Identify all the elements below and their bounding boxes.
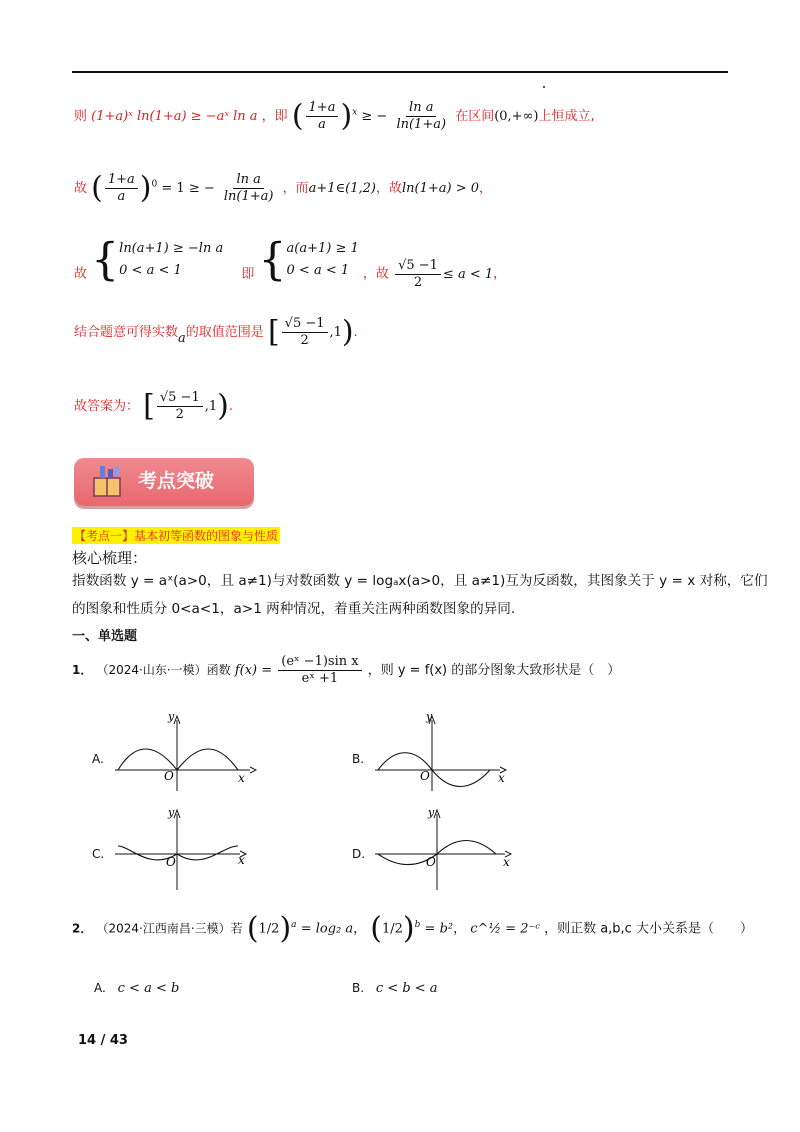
option-c-x-label: x	[238, 853, 245, 867]
solution-line-5: 故答案为： [ $\frac{√5 -1}{2}$ ,1).	[74, 388, 233, 424]
option-d-y-label: y	[428, 806, 435, 819]
book-icon	[92, 464, 122, 500]
option-a-origin: O	[164, 769, 174, 783]
curve-a	[118, 749, 238, 770]
solution-line-3: 故 { ln(a+1) ≥ −ln a 0 < a < 1 即 { a(a+1) ≥ 1 0 < a < 1 ，故 $\frac{√5 -1}{2}$ ≤ a < 1，	[74, 234, 507, 290]
solution-line-1: 则 (1+a)ˣ ln(1+a) ≥ −aˣ ln a ，即 ( $\frac{1+a}{a}$ )$^x$ ≥ − $\frac{\text{ln a}}{\ln(1+a)}$ 在区间(0,+∞)上恒成立,	[74, 98, 595, 134]
page-number: 14 / 43	[78, 1033, 128, 1048]
option-d-label[interactable]: D.	[352, 847, 366, 861]
q2-option-b[interactable]: B. c < b < a	[352, 981, 438, 996]
question-2: 2． （2024·江西南昌·三模）若 $(1/2)^a = \log_2$ a， $(1/2)^b = b^2$， c^½ = 2⁻ᶜ ，则正数 a,b,c 大小关系是（ ）	[72, 911, 753, 946]
option-a-x-label: x	[238, 771, 245, 785]
option-c-label[interactable]: C.	[92, 847, 105, 861]
paragraph-1: 指数函数 y = aˣ(a>0，且 a≠1)与对数函数 y = logₐx(a>0，且 a≠1)互为反函数，其图象关于 y = x 对称，它们	[72, 573, 768, 589]
option-b-y-label: y	[426, 712, 433, 723]
option-b-x-label: x	[498, 771, 505, 785]
option-d-x-label: x	[503, 855, 510, 869]
banner-title: 考点突破	[138, 470, 215, 492]
option-b-graph[interactable]	[370, 712, 520, 792]
core-heading: 核心梳理：	[72, 549, 148, 567]
option-c-origin: O	[166, 855, 176, 869]
header-rule	[72, 71, 728, 73]
paragraph-2: 的图象和性质分 0<a<1，a>1 两种情况，着重关注两种函数图象的异同.	[72, 601, 516, 617]
solution-line-4: 结合题意可得实数a的取值范围是 [ $\frac{√5 -1}{2}$ ,1).	[74, 314, 358, 350]
option-a-y-label: y	[168, 712, 175, 723]
option-b-label[interactable]: B.	[352, 752, 365, 766]
curve-c	[118, 846, 238, 860]
topic-tag: 【考点一】基本初等函数的图象与性质	[74, 529, 279, 543]
option-a-graph[interactable]	[110, 712, 260, 792]
inequality-1: (1+a)ˣ ln(1+a) ≥ −aˣ ln a	[91, 109, 258, 124]
header-dot	[543, 86, 545, 88]
option-d-graph[interactable]	[370, 806, 520, 890]
solution-line-2: 故 ( $\frac{1+a}{a}$ )$^0$ = 1 ≥ − $\frac{\text{ln a}}{\ln(1+a)}$ ，而a+1∈(1,2)，故ln(1+a) > 0，	[74, 170, 493, 206]
q2-option-a[interactable]: A. c < a < b	[94, 981, 180, 996]
option-c-graph[interactable]	[110, 806, 260, 890]
option-b-origin: O	[420, 769, 430, 783]
question-1: 1． （2024·山东·一模）函数 f(x) = $\frac{\text{(eˣ −1)sin x}}{\text{eˣ +1}}$ ，则 y = f(x) 的部分图象大致形状是（ ）	[72, 654, 621, 686]
option-d-origin: O	[426, 855, 436, 869]
option-a-label[interactable]: A.	[92, 752, 104, 766]
option-c-y-label: y	[168, 806, 175, 819]
single-choice-heading: 一、单选题	[72, 629, 138, 644]
